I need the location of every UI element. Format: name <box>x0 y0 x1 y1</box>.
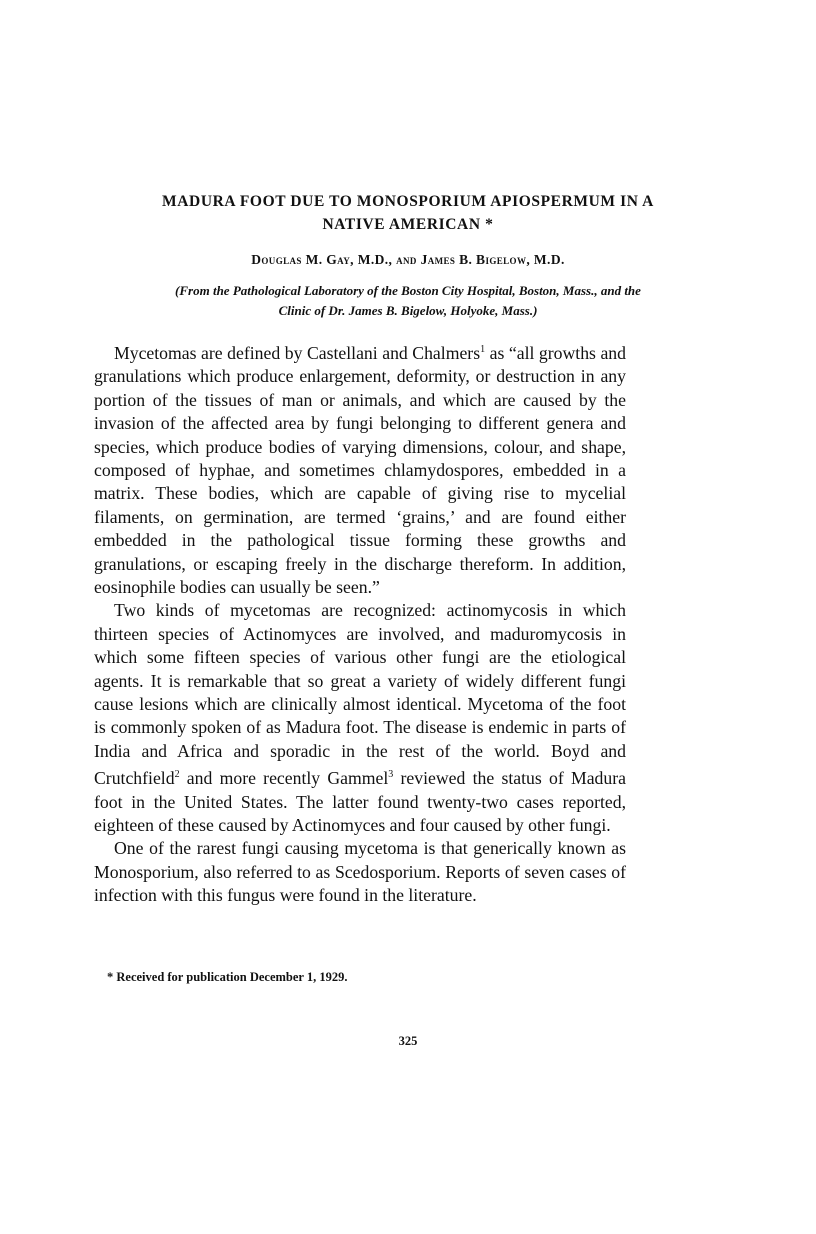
article-title <box>96 190 720 236</box>
reference-1: 1 <box>480 344 486 355</box>
title-line-2-text: NATIVE AMERICAN <box>322 216 481 233</box>
paragraph-3: One of the rarest fungi causing mycetoma is that generically known as Monosporium, also referred to as Scedosporium. Reports of seven cases of infection with this fungus were found in the literature. <box>94 838 626 906</box>
authors-line: Douglas M. Gay, M.D., and James B. Bigelow, M.D. <box>251 252 565 267</box>
paragraph-2 <box>94 599 626 837</box>
article-body <box>94 338 626 908</box>
title-line-2 <box>96 213 720 236</box>
affiliation-line-2: Clinic of Dr. James B. Bigelow, Holyoke, Mass.) <box>278 303 538 318</box>
paragraph-1-text-b: as “all growths and granulations which produce enlargement, deformity, or destruction in any portion of the tissues of man or animals, and which are caused by the invasion of the affected area by fungi belonging to different genera and species, which produce bodies of varying dimensions, colour, and shape, composed of hyphae, and sometimes chlamydospores, embedded in a matrix. These bodies, which are capable of giving rise to mycelial filaments, on germination, are termed ‘grains,’ and are found either embedded in the pathological tissue forming these growths and granulations, or escaping freely in the discharge thereform. In addition, eosinophile bodies can usually be seen.” <box>94 342 626 597</box>
title-line-1: MADURA FOOT DUE TO MONOSPORIUM APIOSPERMUM IN A <box>162 193 654 210</box>
reference-2: 2 <box>174 769 180 781</box>
footnote <box>107 970 347 985</box>
affiliation <box>96 281 720 321</box>
paragraph-2-text-c: reviewed the status of Madura foot in the United States. The latter found twenty-two cases reported, eighteen of these caused by Actinomyces and four caused by other fungi. <box>94 768 626 835</box>
footnote-text: Received for publication December 1, 1929. <box>113 970 348 984</box>
footnote-mark: * <box>107 970 114 984</box>
reference-3: 3 <box>388 769 394 781</box>
paragraph-2-text-b: and more recently Gammel <box>179 768 389 789</box>
affiliation-line-1: (From the Pathological Laboratory of the Boston City Hospital, Boston, Mass., and the <box>175 283 641 298</box>
paragraph-1-text-a: Mycetomas are defined by Castellani and Chalmers <box>114 342 481 363</box>
paragraph-2-text-a: Two kinds of mycetomas are recognized: actinomycosis in which thirteen species of Actinomyces are involved, and maduromycosis in which some fifteen species of various other fungi are the etiological agents. It is remarkable that so great a variety of widely different fungi cause lesions which are clinically almost identical. Mycetoma of the foot is commonly spoken of as Madura foot. The disease is endemic in parts of India and Africa and sporadic in the rest of the world. Boyd and Crutchfield <box>94 600 626 789</box>
page-number: 325 <box>398 1034 418 1048</box>
paragraph-1 <box>94 338 626 599</box>
title-footnote-mark: * <box>485 216 494 233</box>
